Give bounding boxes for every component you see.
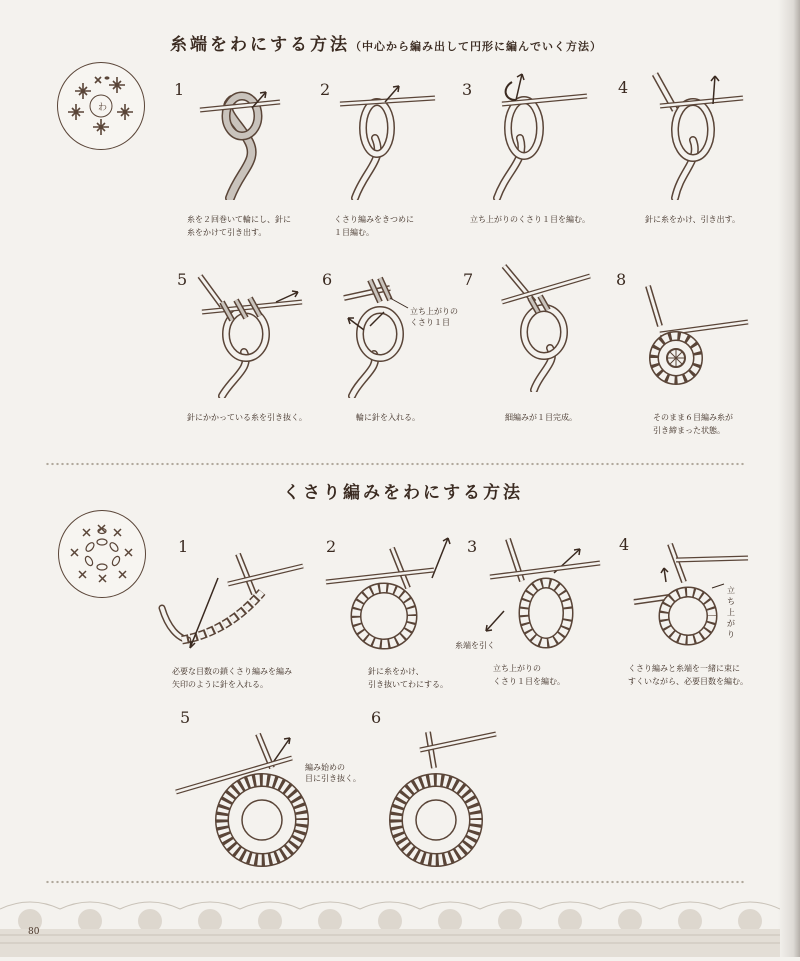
step-number: 1 bbox=[178, 537, 189, 556]
step-number: 2 bbox=[326, 537, 337, 556]
step-number: 8 bbox=[616, 270, 627, 289]
lace-border bbox=[0, 895, 780, 957]
step-caption: 針に糸をかけ、引き出す。 bbox=[645, 215, 741, 224]
step-4-annotation: 立ち上がり bbox=[727, 586, 735, 639]
illustration-chain-step-1 bbox=[158, 548, 308, 658]
step-3-annotation: 糸端を引く bbox=[455, 641, 495, 650]
illustration-step-7 bbox=[484, 262, 594, 392]
step-number: 5 bbox=[180, 708, 191, 727]
illustration-step-3 bbox=[482, 70, 592, 200]
symbol-chart-magic-ring bbox=[57, 62, 145, 150]
section-1-title-main: 糸端をわにする方法 bbox=[170, 35, 350, 55]
step-number: 6 bbox=[371, 708, 382, 727]
page-number: 80 bbox=[28, 927, 40, 937]
step-number: 3 bbox=[462, 80, 473, 99]
step-number: 1 bbox=[174, 80, 185, 99]
illustration-chain-step-5 bbox=[172, 728, 322, 868]
step-5-annotation: 編み始めの 目に引き抜く。 bbox=[305, 763, 361, 783]
step-caption: くさり編みをきつめに １目編む。 bbox=[334, 215, 414, 237]
step-number: 6 bbox=[322, 270, 333, 289]
section-1-title bbox=[170, 30, 602, 55]
illustration-chain-step-6 bbox=[380, 728, 500, 868]
illustration-step-1 bbox=[190, 80, 300, 200]
symbol-chart-ring-label: わ bbox=[98, 103, 108, 113]
illustration-chain-step-3 bbox=[484, 533, 604, 653]
step-6-annotation: 立ち上がりの くさり１目 bbox=[410, 307, 458, 327]
illustration-step-4 bbox=[635, 70, 745, 200]
illustration-step-6 bbox=[340, 268, 450, 398]
illustration-step-2 bbox=[335, 80, 445, 200]
step-caption: そのまま６目編み糸が 引き締まった状態。 bbox=[653, 413, 733, 435]
step-caption: 針にかかっている糸を引き抜く。 bbox=[187, 413, 307, 422]
step-caption: 糸を２回巻いて輪にし、針に 糸をかけて引き出す。 bbox=[187, 215, 291, 237]
illustration-step-8 bbox=[640, 282, 750, 402]
step-caption: 立ち上がりの くさり１目を編む。 bbox=[493, 664, 565, 686]
step-caption: 細編みが１目完成。 bbox=[505, 413, 577, 422]
book-spine-shadow bbox=[778, 0, 800, 957]
section-1-subtitle: （中心から編み出して円形に編んでいく方法） bbox=[350, 40, 602, 53]
section-2-title: くさり編みをわにする方法 bbox=[283, 483, 523, 503]
illustration-chain-step-2 bbox=[322, 528, 462, 658]
symbol-chart-1-drawing bbox=[58, 63, 144, 149]
step-number: 4 bbox=[619, 535, 630, 554]
section-divider bbox=[45, 462, 745, 466]
section-divider bbox=[45, 880, 745, 884]
step-caption: 輪に針を入れる。 bbox=[356, 413, 420, 422]
step-caption: 必要な目数の鎖くさり編みを編み 矢印のように針を入れる。 bbox=[172, 667, 292, 689]
symbol-chart-2-drawing bbox=[59, 511, 145, 597]
step-number: 7 bbox=[463, 270, 474, 289]
symbol-chart-chain-ring bbox=[58, 510, 146, 598]
illustration-step-5 bbox=[192, 268, 307, 398]
step-caption: 立ち上がりのくさり１目を編む。 bbox=[470, 215, 590, 224]
step-number: 5 bbox=[177, 270, 188, 289]
step-caption: くさり編みと糸端を一緒に束に すくいながら、必要目数を編む。 bbox=[628, 664, 748, 686]
step-number: 2 bbox=[320, 80, 331, 99]
step-caption: 針に糸をかけ、 引き抜いてわにする。 bbox=[368, 667, 448, 689]
step-number: 4 bbox=[618, 78, 629, 97]
step-number: 3 bbox=[467, 537, 478, 556]
